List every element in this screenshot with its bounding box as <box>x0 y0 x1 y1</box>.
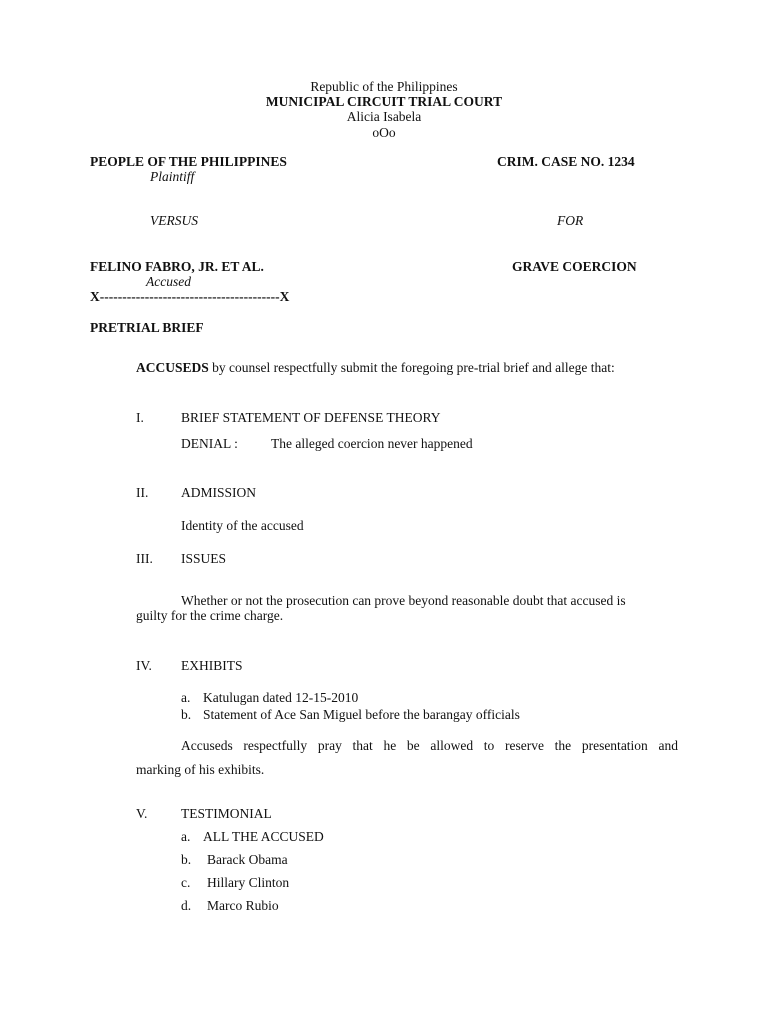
document-title: PRETRIAL BRIEF <box>90 320 204 335</box>
section-number-2: II. <box>136 485 149 500</box>
exhibit-item: Katulugan dated 12-15-2010 <box>203 690 359 705</box>
section-heading-testimonial: TESTIMONIAL <box>181 806 272 821</box>
witness-item: ALL THE ACCUSED <box>203 829 324 844</box>
prayer-line-1: Accuseds respectfully pray that he be allowed to reserve the presentation and <box>181 738 678 753</box>
section-heading-exhibits: EXHIBITS <box>181 658 243 673</box>
section-number-3: III. <box>136 551 153 566</box>
witness-marker: a. <box>181 829 191 844</box>
section-heading-admission: ADMISSION <box>181 485 257 500</box>
exhibit-marker: a. <box>181 690 191 705</box>
offense: GRAVE COERCION <box>512 259 637 274</box>
section-number-1: I. <box>136 410 144 425</box>
witness-marker: c. <box>181 875 191 890</box>
case-number: CRIM. CASE NO. 1234 <box>497 154 635 169</box>
exhibit-item: Statement of Ace San Miguel before the barangay officials <box>203 707 520 722</box>
admission-text: Identity of the accused <box>181 518 304 533</box>
issues-line-1: Whether or not the prosecution can prove beyond reasonable doubt that accused is <box>181 593 626 608</box>
for-label: FOR <box>557 213 584 228</box>
court-location: Alicia Isabela <box>346 109 422 124</box>
intro-text: by counsel respectfully submit the foregoing pre-trial brief and allege that: <box>208 360 615 375</box>
header-ornament: oOo <box>372 125 396 140</box>
witness-marker: b. <box>181 852 192 867</box>
exhibit-marker: b. <box>181 707 192 722</box>
intro-bold: ACCUSEDS <box>136 360 209 375</box>
witness-marker: d. <box>181 898 192 913</box>
section-heading-issues: ISSUES <box>181 551 227 566</box>
court-name: MUNICIPAL CIRCUIT TRIAL COURT <box>265 94 503 109</box>
prayer-line-2: marking of his exhibits. <box>136 762 265 777</box>
issues-line-2: guilty for the crime charge. <box>136 608 284 623</box>
accused-name: FELINO FABRO, JR. ET AL. <box>90 259 264 274</box>
intro-paragraph <box>136 360 615 376</box>
defense-label: DENIAL : <box>181 436 238 451</box>
plaintiff-role: Plaintiff <box>150 169 195 184</box>
accused-role: Accused <box>146 274 191 289</box>
witness-item: Barack Obama <box>207 852 288 867</box>
section-number-5: V. <box>136 806 148 821</box>
section-heading-defense: BRIEF STATEMENT OF DEFENSE THEORY <box>181 410 441 425</box>
versus-label: VERSUS <box>150 213 198 228</box>
caption-separator: X----------------------------------------X <box>90 289 290 304</box>
republic-line: Republic of the Philippines <box>310 79 458 94</box>
defense-text: The alleged coercion never happened <box>271 436 473 451</box>
witness-item: Hillary Clinton <box>207 875 290 890</box>
section-number-4: IV. <box>136 658 152 673</box>
witness-item: Marco Rubio <box>207 898 279 913</box>
plaintiff-name: PEOPLE OF THE PHILIPPINES <box>90 154 287 169</box>
